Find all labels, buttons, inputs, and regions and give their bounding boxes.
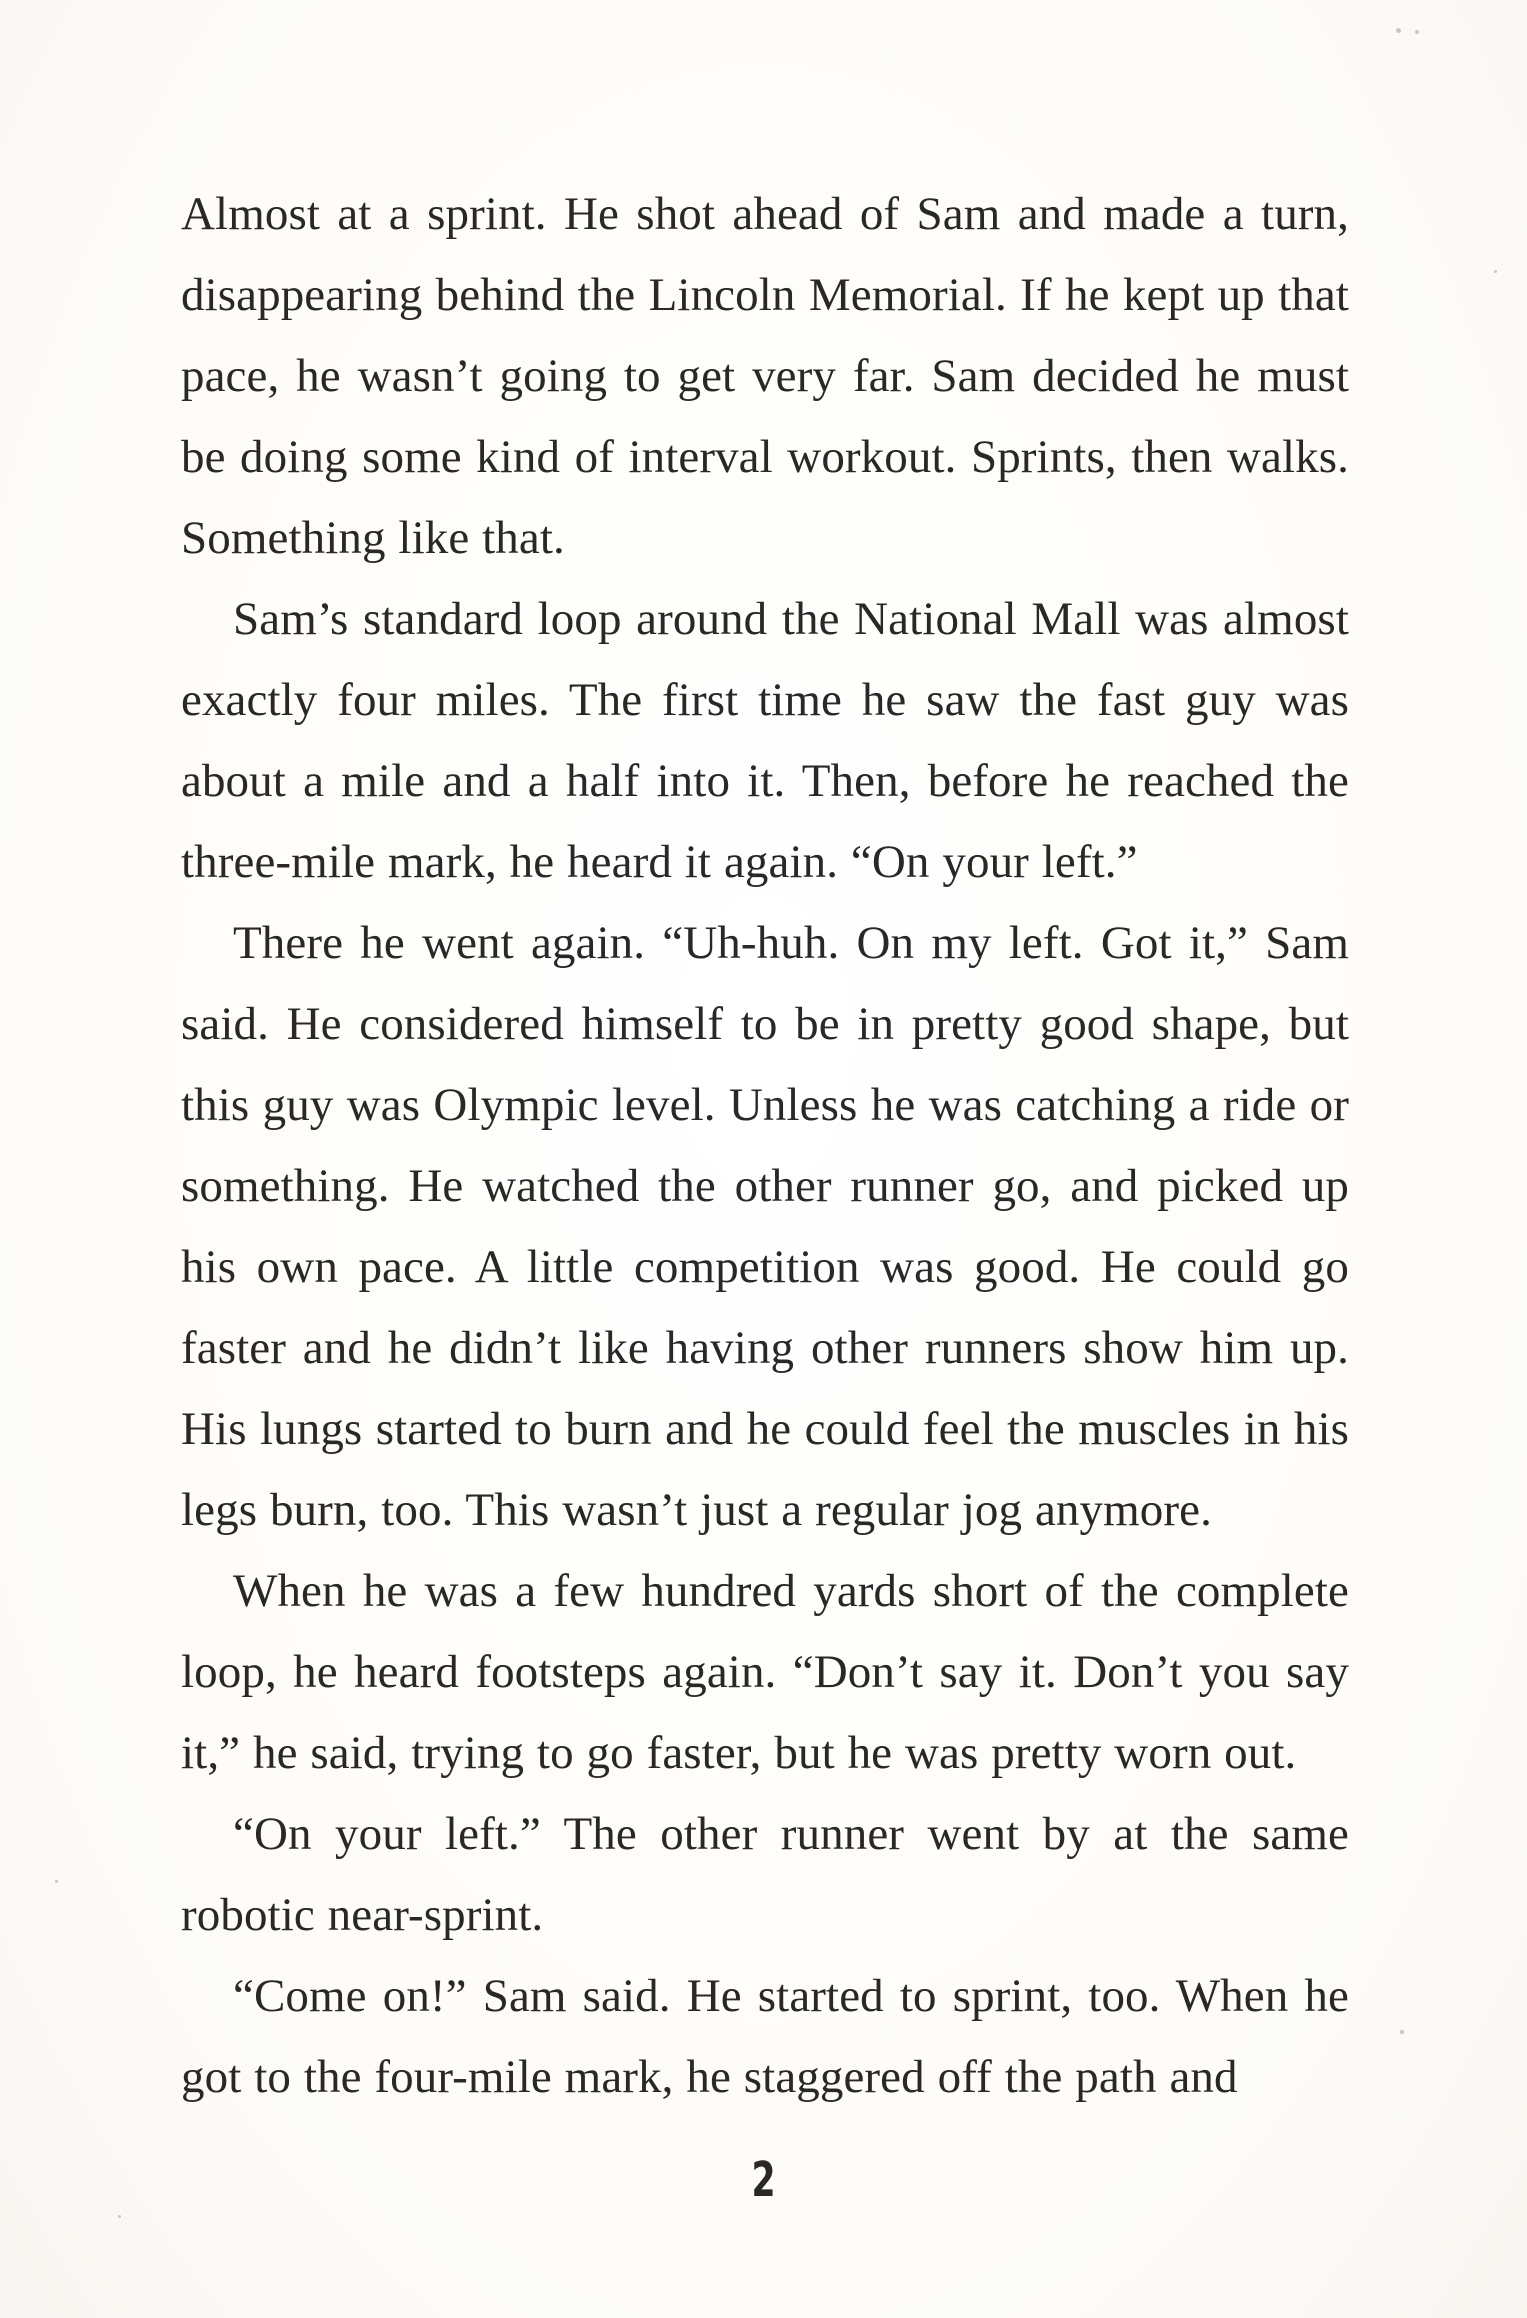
paragraph: Sam’s standard loop around the National Mall was almost exactly four miles. The first time he saw the fast guy was about a mile and a half into it. Then, before he reached the three-mile mark, he heard it again. “On your left.” <box>181 593 1349 888</box>
scan-speck <box>55 1880 58 1883</box>
scan-speck <box>1494 270 1497 273</box>
paragraph: There he went again. “Uh-huh. On my left. Got it,” Sam said. He considered himself to be in pretty good shape, but this guy was Olympic level. Unless he was catching a ride or something. He watched the other runner go, and picked up his own pace. A little competition was good. He could go faster and he didn’t like having other runners show him up. His lungs started to burn and he could feel the muscles in his legs burn, too. This wasn’t just a regular jog anymore. <box>181 917 1349 1536</box>
scan-speck <box>1415 30 1419 34</box>
paragraph: “On your left.” The other runner went by at the same robotic near-sprint. <box>181 1808 1349 1941</box>
page-number: 2 <box>751 2152 776 2208</box>
body-text <box>181 174 1349 2118</box>
paragraph: Almost at a sprint. He shot ahead of Sam and made a turn, disappearing behind the Lincoln Memorial. If he kept up that pace, he wasn’t going to get very far. Sam decided he must be doing some kind of interval workout. Sprints, then walks. Something like that. <box>181 188 1349 564</box>
scan-speck <box>1396 28 1401 33</box>
scan-speck <box>118 2215 121 2218</box>
paragraph: When he was a few hundred yards short of the complete loop, he heard footsteps again. “Don’t say it. Don’t you say it,” he said, trying to go faster, but he was pretty worn out. <box>181 1565 1349 1779</box>
paragraph: “Come on!” Sam said. He started to sprint, too. When he got to the four-mile mark, he staggered off the path and <box>181 1970 1349 2103</box>
scan-speck <box>1400 2030 1404 2034</box>
